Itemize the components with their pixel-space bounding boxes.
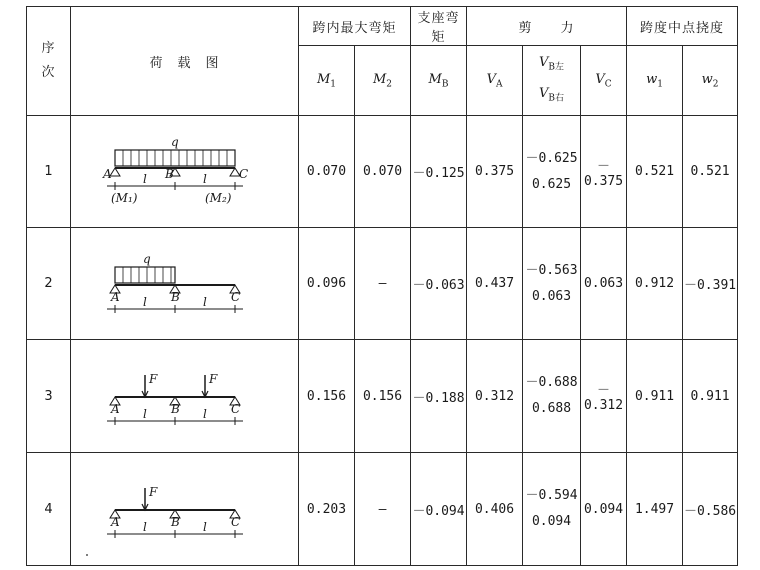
MB-value: －0.125 [411,116,467,228]
table-row [27,228,738,340]
VB-right-value: 0.688 [531,401,572,416]
MB-value: －0.188 [411,340,467,453]
VB-left-value: －0.625 [525,150,578,166]
span-l-label-2: l [202,294,207,309]
F-label-1: F [148,485,157,499]
span-l-label-2: l [202,171,207,186]
VB-values [523,340,581,453]
support-C-label: C [238,166,248,181]
VC-value: 0.094 [581,453,627,566]
M2-value: 0.070 [355,116,411,228]
support-A-label: A [110,515,120,529]
MB-header [411,46,467,116]
udl-block [115,267,175,283]
udl-hatch [123,267,171,283]
table-row [27,453,738,566]
row-index: 1 [27,116,71,228]
VBL-symbol: V [539,54,549,70]
load-diagram-2 [71,228,299,340]
table-row [27,340,738,453]
M1-value: 0.203 [299,453,355,566]
span-l-label-2: l [202,520,207,534]
VB-values [523,116,581,228]
load-diagram-header [71,7,299,116]
q-label: q [170,134,179,149]
F-label-2: F [208,372,217,386]
w2-header [683,46,738,116]
VA-symbol: V [486,71,496,87]
VBL-subscript: B左 [548,62,565,73]
VB-values [523,453,581,566]
beam-coefficient-table [26,6,738,566]
VB-right-value: 0.094 [531,514,572,529]
support-C-label: C [230,515,240,529]
VA-value: 0.406 [467,453,523,566]
support-C-label: C [230,289,240,304]
VA-value: 0.375 [467,116,523,228]
span-l-label-1: l [142,171,147,186]
VC-value: －0.312 [581,340,627,453]
M1-header [299,46,355,116]
support-B-label: B [170,402,180,416]
w2-value: 0.521 [683,116,738,228]
w1-value: 0.912 [627,228,683,340]
span-l-label-2: l [202,407,207,421]
VB-right-header [523,81,580,112]
VB-values [523,228,581,340]
VC-symbol: V [595,71,605,87]
index-header-text: 序 次 [41,41,56,80]
M1-symbol: M [316,71,331,87]
w2-subscript: 2 [712,79,719,90]
deflection-group-text: 跨度中点挠度 [640,20,725,36]
support-C-label: C [230,402,240,416]
M1-value: 0.096 [299,228,355,340]
header-row-1 [27,7,738,46]
w1-header [627,46,683,116]
span-moment-group-header [299,7,411,46]
scan-speck [86,554,88,556]
row-index: 4 [27,453,71,566]
support-A-label: A [110,402,120,416]
w2-value: 0.911 [683,340,738,453]
point-loads-both-spans-diagram [85,361,285,431]
VB-left-header [523,50,580,81]
M2-paren-label: (M₂) [204,190,231,205]
row-index: 3 [27,340,71,453]
w1-value: 0.911 [627,340,683,453]
w1-value: 1.497 [627,453,683,566]
VC-value: 0.063 [581,228,627,340]
VB-left-value: －0.594 [525,488,578,503]
VB-left-value: －0.563 [525,262,578,278]
span-l-label-1: l [142,407,147,421]
support-A-label: A [102,166,112,181]
M2-header [355,46,411,116]
udl-both-spans-diagram [85,132,285,212]
MB-symbol: M [428,71,442,87]
w1-subscript: 1 [657,79,663,90]
support-moment-group-header [411,7,467,46]
VB-left-value: －0.688 [525,375,578,390]
load-diagram-1 [71,116,299,228]
point-load-first-span-diagram [85,474,285,544]
M2-value: — [355,228,411,340]
VBR-symbol: V [539,85,549,101]
M1-value: 0.156 [299,340,355,453]
table-row [27,116,738,228]
M1-value: 0.070 [299,116,355,228]
deflection-group-header [627,7,738,46]
M1-paren-label: (M₁) [110,190,137,205]
VA-header [467,46,523,116]
w2-value: －0.391 [683,228,738,340]
span-l-label-1: l [142,520,147,534]
F-label-1: F [148,372,157,386]
support-icons [110,168,240,176]
shear-group-text: 剪 力 [518,20,575,36]
M1-subscript: 1 [330,79,337,90]
VA-subscript: A [495,79,503,90]
VA-value: 0.437 [467,228,523,340]
support-B-label: B [164,166,174,181]
q-label: q [142,251,151,266]
row-index: 2 [27,228,71,340]
support-B-label: B [170,515,180,529]
VC-value: －0.375 [581,116,627,228]
span-l-label-1: l [142,294,147,309]
shear-group-header [467,7,627,46]
load-diagram-3 [71,340,299,453]
VC-subscript: C [604,79,612,90]
M2-value: — [355,453,411,566]
load-diagram-header-text: 荷 载 图 [149,55,220,71]
span-moment-group-text: 跨内最大弯矩 [312,20,397,36]
VB-right-value: 0.625 [531,176,572,192]
VA-value: 0.312 [467,340,523,453]
udl-first-span-diagram [85,249,285,319]
support-B-label: B [170,289,180,304]
load-diagram-4 [71,453,299,566]
MB-subscript: B [441,79,449,90]
VB-right-value: 0.063 [531,288,572,304]
w1-symbol: w [646,71,658,87]
M2-value: 0.156 [355,340,411,453]
w2-symbol: w [701,71,713,87]
M2-symbol: M [372,71,387,87]
VC-header [581,46,627,116]
MB-value: －0.063 [411,228,467,340]
support-moment-group-text: 支座弯矩 [417,11,460,45]
index-header [27,7,71,116]
w1-value: 0.521 [627,116,683,228]
VBR-subscript: B右 [548,93,565,104]
support-A-label: A [110,289,120,304]
udl-hatch [123,150,227,166]
MB-value: －0.094 [411,453,467,566]
VB-header [523,46,581,116]
w2-value: －0.586 [683,453,738,566]
udl-block [115,150,235,166]
M2-subscript: 2 [386,79,393,90]
